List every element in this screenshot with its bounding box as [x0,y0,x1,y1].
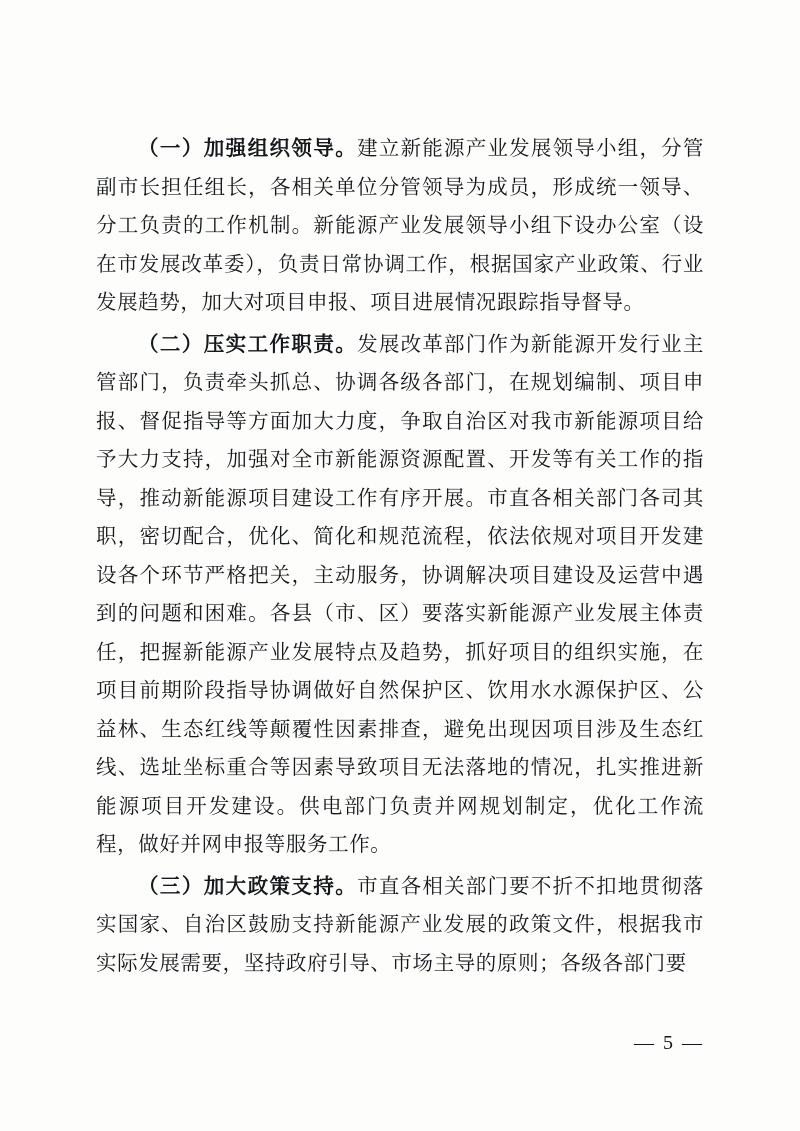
paragraph-one [96,130,704,323]
paragraph-two-lead: （二）压实工作职责。 [138,333,358,356]
paragraph-three-lead: （三）加大政策支持。 [138,875,358,898]
paragraph-three [96,868,704,984]
paragraph-two-text: 发展改革部门作为新能源开发行业主管部门，负责牵头抓总、协调各级各部门，在规划编制、项目申报、督促指导等方面加大力度，争取自治区对我市新能源项目给予大力支持，加强对全市新能源资源配置、开发等有关工作的指导，推动新能源项目建设工作有序开展。市直各相关部门各司其职，密切配合，优化、简化和规范流程，依法依规对项目开发建设各个环节严格把关，主动服务，协调解决项目建设及运营中遇到的问题和困难。各县（市、区）要落实新能源产业发展主体责任，把握新能源产业发展特点及趋势，抓好项目的组织实施，在项目前期阶段指导协调做好自然保护区、饮用水水源保护区、公益林、生态红线等颠覆性因素排查，避免出现因项目涉及生态红线、选址坐标重合等因素导致项目无法落地的情况，扎实推进新能源项目开发建设。供电部门负责并网规划制定，优化工作流程，做好并网申报等服务工作。 [96,333,704,856]
paragraph-three-text: 市直各相关部门要不折不扣地贯彻落实国家、自治区鼓励支持新能源产业发展的政策文件，根据我市实际发展需要，坚持政府引导、市场主导的原则；各级各部门要 [96,875,704,975]
page-number: — 5 — [634,1032,704,1054]
document-body [96,130,704,983]
paragraph-two [96,326,704,865]
paragraph-one-lead: （一）加强组织领导。 [138,138,358,160]
paragraph-one-text: 建立新能源产业发展领导小组，分管副市长担任组长，各相关单位分管领导为成员，形成统一领导、分工负责的工作机制。新能源产业发展领导小组下设办公室（设在市发展改革委），负责日常协调工作，根据国家产业政策、行业发展趋势，加大对项目申报、项目进展情况跟踪指导督导。 [96,138,704,314]
